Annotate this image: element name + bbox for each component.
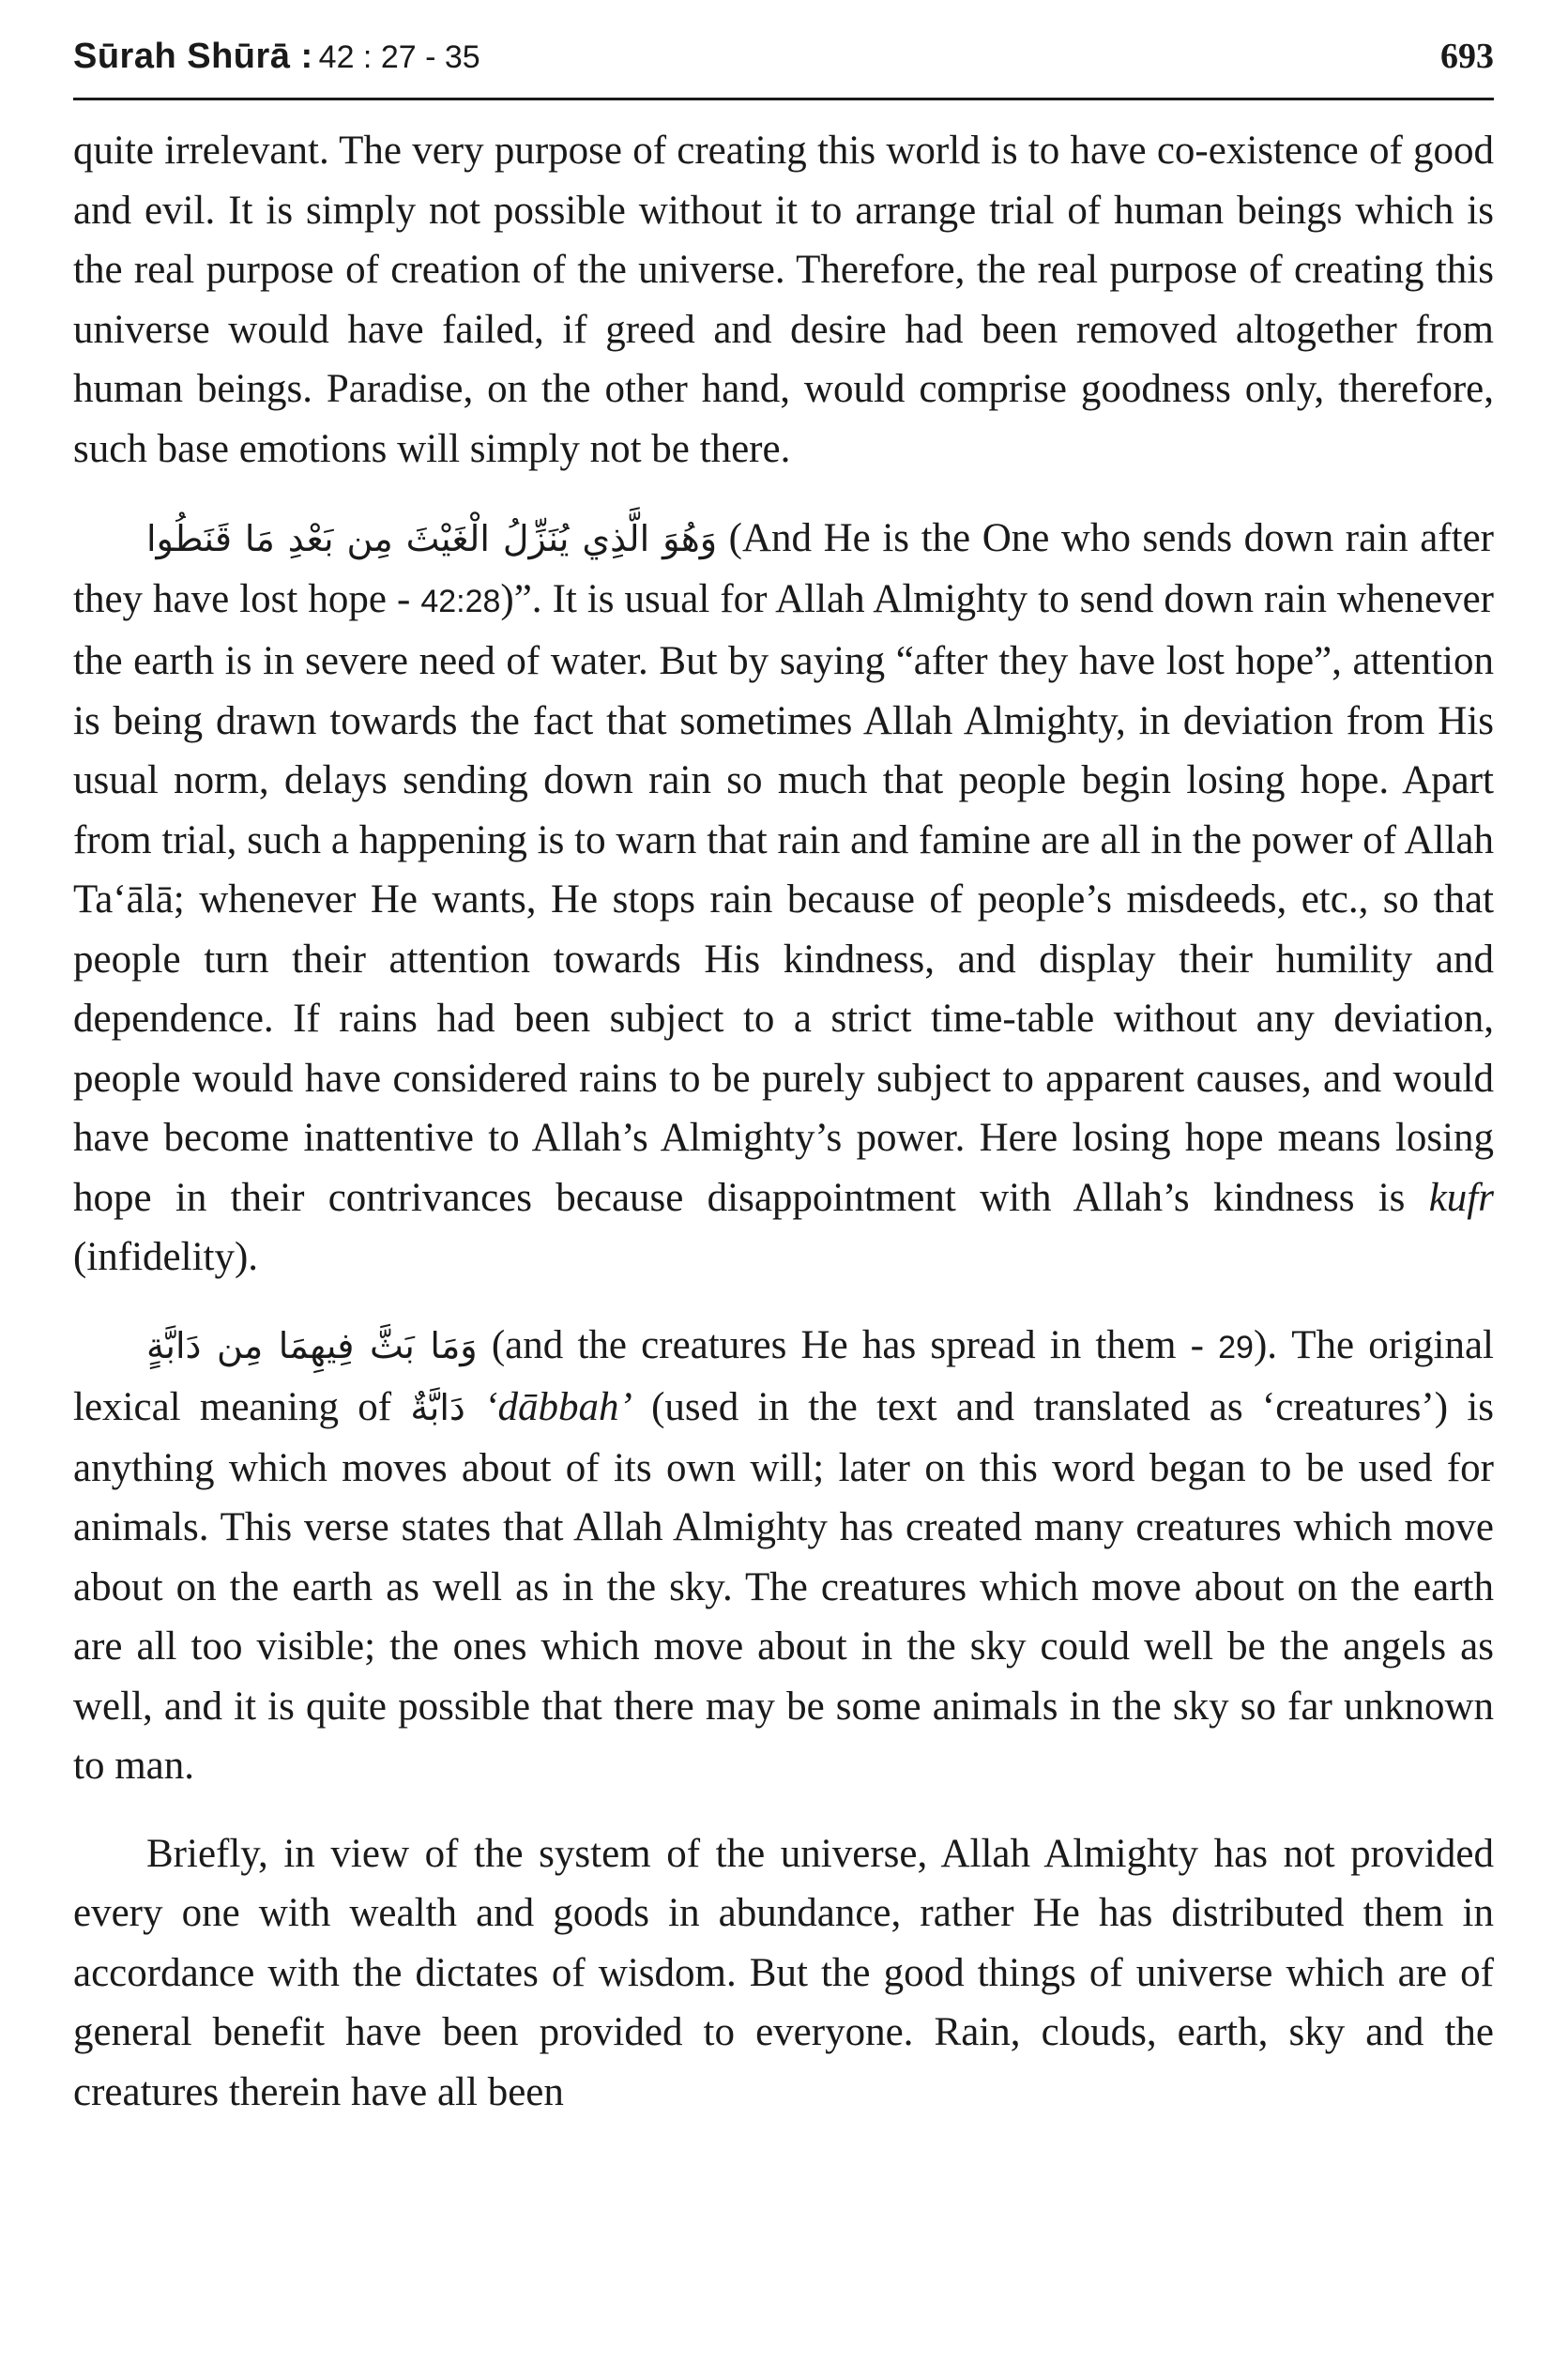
paragraph-2-text-b: )”. It is usual for Allah Almighty to send down rain whenever the earth is in severe need of water. But by saying “after they have lost hope”, attention is being drawn towards the fact that sometimes Allah Almighty, in deviation from His usual norm, delays sending down rain so much that people begin losing hope. Apart from trial, such a happening is to warn that rain and famine are all in the power of Allah Taʻālā; whenever He wants, He stops rain because of people’s misdeeds, etc., so that people turn their attention towards His kindness, and display their humility and dependence. If rains had been subject to a strict time-table without any deviation, people would have considered rains to be purely subject to apparent causes, and would have become inattentive to Allah’s Almighty’s power. Here losing hope means losing hope in their contrivances because disappointment with Allah’s kindness is [73,576,1494,1220]
paragraph-3-text-a: (and the creatures He has spread in them - [477,1322,1219,1367]
paragraph-2-text-c: (infidelity). [73,1235,259,1279]
paragraph-3 [73,1316,1494,1796]
italic-term-dabbah: ‘dābbah’ [464,1385,632,1429]
paragraph-4: Briefly, in view of the system of the universe, Allah Almighty has not provided every one with wealth and goods in abundance, rather He has distributed them in accordance with the dictates of wisdom. But the good things of universe which are of general benefit have been provided to everyone. Rain, clouds, earth, sky and the creatures therein have all been [73,1831,1494,2114]
paragraph-3-text-c: (used in the text and translated as ‘creatures’) is anything which moves about of its own will; later on this word began to be used for animals. This verse states that Allah Almighty has created many creatures which move about on the earth as well as in the sky. The creatures which move about on the earth are all too visible; the ones which move about in the sky could well be the angels as well, and it is quite possible that there may be some animals in the sky so far unknown to man. [73,1385,1495,1788]
arabic-verse-quote: وَهُوَ الَّذِي يُنَزِّلُ الْغَيْثَ مِن بَعْدِ مَا قَنَطُوا [146,518,718,559]
paragraph-2 [73,509,1494,1288]
page-body [73,100,1494,2122]
paragraph-2-text-a: (And He is the One who sends down rain after they have lost hope - [73,516,1494,621]
italic-term-kufr: kufr [1428,1175,1494,1220]
verse-range: 42 : 27 - 35 [318,39,480,75]
surah-title: Sūrah Shūrā : [73,37,313,76]
paragraph-1: quite irrelevant. The very purpose of creating this world is to have co-existence of good and evil. It is simply not possible without it to arrange trial of human beings which is the real purpose of creation of the universe. Therefore, the real purpose of creating this universe would have failed, if greed and desire had been removed altogether from human beings. Paradise, on the other hand, would comprise goodness only, therefore, such base emotions will simply not be there. [73,129,1494,471]
header-left [73,37,480,77]
running-header [73,36,1494,100]
paragraph-3-text-b: ). The original lexical meaning of [73,1322,1495,1429]
verse-reference: 42:28 [420,583,501,619]
arabic-word-dabbah: دَابَّةٌ [410,1387,465,1428]
book-page [73,36,1494,2150]
verse-reference: 29 [1218,1329,1254,1365]
page-number: 693 [1440,37,1494,76]
arabic-verse-quote: وَمَا بَثَّ فِيهِمَا مِن دَابَّةٍ [146,1324,478,1366]
